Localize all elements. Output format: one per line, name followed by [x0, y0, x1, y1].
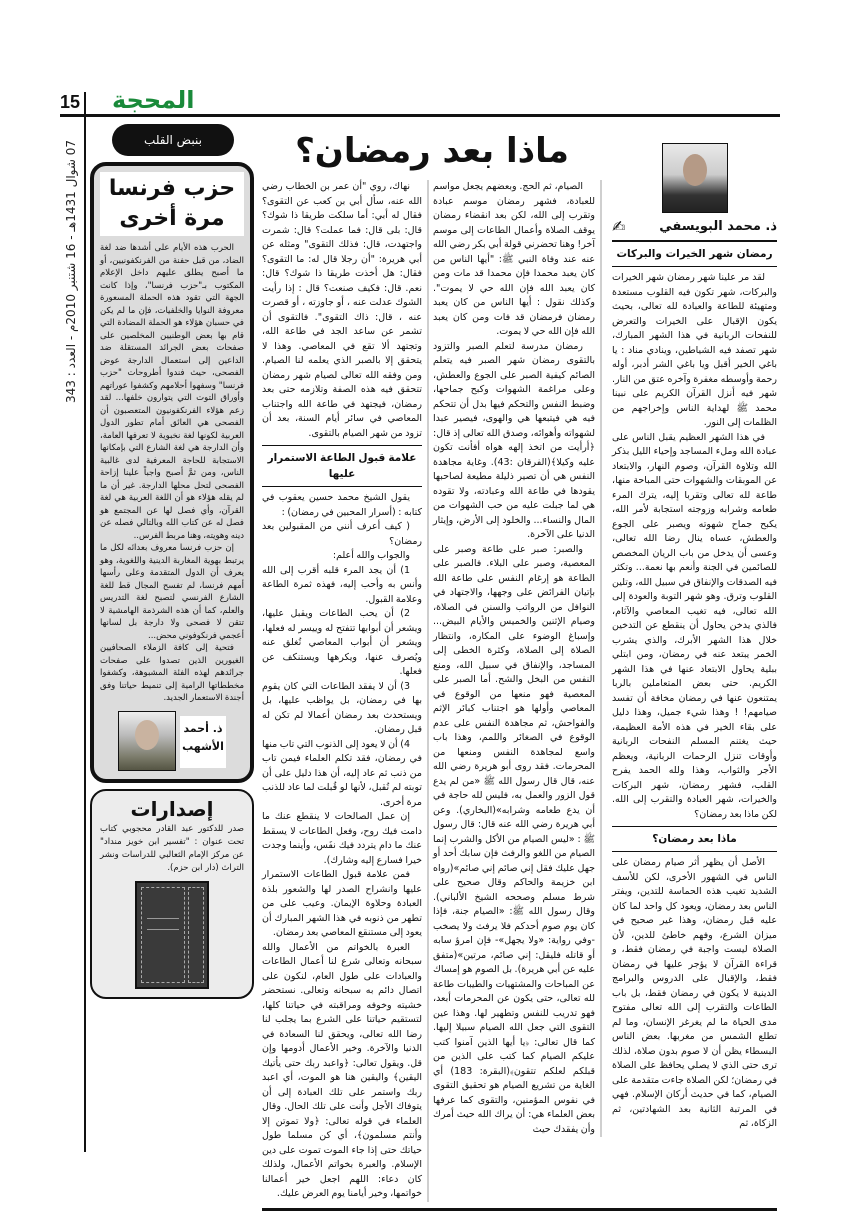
divider [612, 826, 777, 827]
paragraph: يقول الشيخ محمد حسين يعقوب في كتابه : (أسرار المحبين في رمضان) : [262, 492, 422, 518]
paragraph: العبرة بالخواتم من الأعمال والله سبحانه وتعالى شرع لنا أعمال الطاعات والعبادات على طول العام، لنكون على اتصال دائم به سبحانه وتعالى. نستحضر خشيته وخوفه ومراقبته في حياتنا كلها، لتستقيم حياتنا على الشرع بما يجلب لنا رضا الله تعالى، ويحقق لنا السعادة في الدنيا والآخرة. وخير الأعمال أدومها وإن قل. ويقول تعالى: ﴿واعبد ربك حتى يأتيك اليقين﴾ واليقين هنا هو الموت، أي اعبد ربك واستمر على تلك العبادة إلى أن يتوفاك الأجل وأنت على تلك الحال. وقال العلماء في قوله تعالى: ﴿ولا تموتن إلا وأنتم مسلمون﴾، أي كن مسلما طول حياتك حتى إذا جاء الموت تموت على دين الإسلام. والعبرة بخواتم الأعمال، ولذلك كان دعاء: اللهم اجعل خير أعمالنا خواتمها، وخير أيامنا يوم العرض عليك. [262, 941, 422, 1199]
article-column-right-top [612, 271, 777, 822]
article-column-right-bottom [612, 856, 777, 1132]
paragraph: والجواب والله أعلم: [332, 550, 410, 561]
sidebar-author [100, 711, 244, 771]
margin-rule [84, 92, 86, 1152]
paragraph: 1) أن يجد المرء قلبه أقرب إلى الله وأنس به وأحب إليه، فهذه ثمرة الطاعة وعلامة القبول. [262, 564, 422, 605]
sidebar-title-line1: حزب فرنسا [108, 176, 236, 201]
author-photo [662, 143, 728, 213]
paragraph: ( كيف أعرف أنني من المقبولين بعد رمضان؟ [262, 521, 422, 547]
divider [262, 445, 422, 446]
sidebar-title-line2: مرة أخرى [119, 206, 225, 231]
article-left-group [262, 130, 602, 1202]
article-column-right [612, 130, 777, 1132]
publications-box [90, 789, 254, 999]
article-columns [262, 172, 602, 1202]
main-article [262, 130, 777, 1211]
page-number: 15 [60, 92, 81, 112]
divider [612, 851, 777, 852]
book-cover-image [135, 881, 209, 989]
sidebar-author-name [180, 716, 226, 768]
paragraph: رمضان مدرسة لتعلم الصبر والتزود بالتقوى رمضان شهر الصبر فيه يتعلم الصائم كيفية الصبر على الجوع والعطش، وعلى مراغمة الشهوات وكبح جماحها، وضبط النفس والتحكم فيها بدل أن تتحكم فيه هي فيتبعها هي والهوى، فيصير عبدا لشهواته وأهوائه، وصدق الله تعالى إذ قال: ﴿أرأيت من اتخذ إلهه هواه أفأنت تكون عليه وكيلا﴾(الفرقان :43). وغاية مجاهدة النفس هي أن تصير ذليلة مطيعة لصاحبها يقودها في طاعة الله وعبادته، ولا تقوده هي لما جبلت عليه من حب الشهوات من المال والنساء... والخلود إلى الأرض، وإيثار الدنيا على الآخرة. [433, 340, 595, 540]
article-column-middle [433, 180, 602, 1137]
paragraph: الصيام، ثم الحج. وبعضهم يجعل مواسم للعبادة، فشهر رمضان موسم عبادة وتقرب إلى الله، لكن بعد انقضاء رمضان يوقف الصلاة وأعمال الطاعات إلى موسم آخر! وهنا تحضرني قولة أبي بكر رضي الله عنه عند وفاة النبي ﷺ: "أيها الناس من كان يعبد محمدا فإن محمدا قد مات ومن كان يعبد الله فإن الله حي لا يموت". وكذلك نقول : أيها الناس من كان يعبد رمضان فرمضان قد فات ومن كان يعبد الله فإن الله حي لا يموت. [433, 181, 595, 337]
newspaper-logo: المحجة [112, 86, 195, 114]
sidebar-article [90, 162, 254, 783]
sidebar-article-body [100, 242, 244, 705]
paragraph: إن حزب فرنسا معروف بعدائه لكل ما يرتبط بهوية المغاربة الدينية واللغوية، وهو يعرف أن الدول المتقدمة وعلى رأسها أمهم فرنسا، لم تفسح المجال قط للغة الشارع الفرنسي لتصبح لغة التدريس والعلم، كما أن هذه الشرذمة الهامشية لا تتقن لا فصحى ولا دارجة بل لسانها أعجمي فرنكوفوني محض... [100, 543, 244, 641]
paragraph: 4) أن لا يعود إلى الذنوب التي تاب منها في رمضان، فقد تكلم العلماء فيمن تاب من ذنب ثم عاد إليه، أن هذا دليل على أن توبته لم تُقبل، لأنها لو قُبلت لما عاد للذنب مرة أخرى. [262, 738, 422, 808]
paragraph: فتحية إلى كافة الزملاء الصحافيين الغيورين الذين تصدوا على صفحات جرائدهم لهذه الفئة المشبوهة، وكشفوا مخططاتها الرامية إلى تنميط حياتنا وفق أجندة الاستعمار الجديد. [100, 643, 244, 703]
paragraph: إن عمل الصالحات لا ينقطع عنك ما دامت فيك روح، وفعل الطاعات لا يسقط عنك ما دام يتردد فيك نفَس، وأينما وجدت خيرا فسارع إليه وشارك). [262, 811, 422, 866]
sidebar-article-title [100, 172, 244, 236]
subheading: رمضان شهر الخيرات والبركات [616, 248, 773, 260]
section-label: بنبض القلب [112, 124, 234, 156]
paragraph: في هذا الشهر العظيم يقبل الناس على عبادة الله وملء المساجد وإحياء الليل بذكر الله وتلاوة القرآن، وصوم النهار، والابتعاد عن الموبقات والشهوات حتى المباحة منها، طاعة لله تعالى وتقربا إليه، يترك المرء طعامه وشرابه وزوجته استجابة لأمر الله، يكبح جماح شهوته ويصبر على الجوع والعطش، عساه ينال رضا الله تعالى، وعسى أن يدخل من باب الريان المخصص للصائمين في الجنة وأنعم بها نعمة... وتكثر فيه الصدقات والإنفاق في سبيل الله، وتلين القلوب وترق. وهو شهر التوبة والعودة إلى الله تعالى، فيه تغيب المعاصي والآثام، فالذي يدخن يحاول أن ينقطع عن التدخين خلال هذا الشهر الأبرك، والذي يشرب الخمر يبتعد عنه في رمضان، ومن ابتلي ببلية يحاول الابتعاد عنها في هذا الشهر الكريم. حتى بعض المتعاملين بالربا يمتنعون عنها في رمضان مخافة أن تفسد صيامهم! ! وهذا شيء جميل، وهذا دليل على بقاء الخير في هذه الأمة العظيمة، حيث يغتنم المسلم النفحات الربانية وأوقات تنزل الرحمات الربانية، ويعظم الأجر والثواب، وهذا ولله الحمد يفرح القلب، فشهر رمضان، شهر البركات والخيرات، شهر العبادة والتقرب إلى الله. لكن ماذا بعد رمضان؟ [612, 431, 777, 820]
divider [612, 240, 777, 242]
author-name-line2: الأشهب [182, 739, 224, 753]
publications-title: إصدارات [130, 796, 214, 821]
paragraph: لقد مر علينا شهر رمضان شهر الخيرات والبركات، شهر تكون فيه القلوب مستعدة ومتهيئة للطاعة والعبادة لله تعالى، بحيث يكون الإقبال على الخيرات والتعرض للنفحات الربانية في هذا الشهر المبارك، شهر تصفد فيه الشياطين، وينادي مناد : يا باغي الخير أقبل ويا باغي الشر أدبر، أوله رحمة وأوسطه مغفرة وآخره عتق من النار. شهر فيه أنزل القرآن الكريم على نبينا محمد ﷺ لهداية الناس وإخراجهم من الظلمات إلى النور. [612, 272, 777, 428]
paragraph: الأصل أن يظهر أثر صيام رمضان على الناس في الشهور الأخرى، لكن للأسف الشديد تغيب هذه الحماسة للتدين، ويفتر الناس بعد رمضان، ويعود كل واحد لما كان عليه قبل رمضان، وهذا غير صحيح في ميزان الشرع، وفهم خاطئ للدين، لأن الصلاة ليست واجبة في رمضان فقط، و قراءة القرآن لا يؤجر عليها في رمضان فقط، والإقبال على الدروس والبرامج الدينية لا يكون في رمضان فقط، بل باب الطاعات والتقرب إلى الله تعالى مفتوح مدى الحياة ما لم يغرغر الإنسان، وما لم تطلع الشمس من مغربها. بعض الناس البسطاء يظن أن لا صوم بدون صلاة، لذلك ترى حتى الذي لا يصلي يحافظ على الصلاة في رمضان؛ لكن الصلاة جاءت متقدمة على الصيام، كما في حديث أركان الإسلام. فهي في المرتبة الثانية بعد الشهادتين، ثم الزكاة، ثم [611, 857, 777, 1129]
sidebar-author-photo [118, 711, 176, 771]
divider [262, 486, 422, 487]
subheading: علامة قبول الطاعة الاستمرار عليها [267, 452, 417, 480]
article-author: ذ. محمد البويسفي [659, 219, 777, 234]
article-column-left [262, 180, 429, 1202]
paragraph: نهاك، روي "أن عمر بن الخطاب رضي الله عنه، سأل أبي بن كعب عن التقوى؟ فقال له أبي: أما سلكت طريقا ذا شوك؟ قال: بلى قال: فما عملت؟ قال: شمرت واجتهدت، قال: فذلك التقوى" ومثله عن أبي هريرة: "أن رجلا قال له: ما التقوى؟ فقال: هل أخذت طريقا ذا شوك؟ قال: نعم. قال: فكيف صنعت؟ قال : إذا رأيت الشوك عدلت عنه ، أو جاوزته ، أو قصرت عنه ، قال: ذاك التقوى". فالتقوى أن تشمر عن ساعد الجد في طاعة الله، وتجتهد ألا تقع في المعاصي. وهذا لا يتحقق إلا بالصبر الذي يعلمه لنا الصيام. ومن وفقه الله تعالى لصيام شهر رمضان تتحقق فيه هذه الصفة وتلازمه حتى بعد رمضان، فيجتهد في طاعة الله واجتناب المعاصي في سائر أيام السنة، بعد أن تزود من شهر الصيام بالتقوى. [262, 181, 422, 439]
issue-date-line: 07 شوال 1431هـ - 16 شتنبر 2010م - العدد : 343 [64, 140, 78, 403]
article-title: ماذا بعد رمضان؟ [295, 131, 569, 171]
paragraph: الحرب هذه الأيام على أشدها ضد لغة الضاد، من قبل حفنة من الفرنكفونيين، أو ما أصبح يطلق عليهم داخل الإعلام المكتوب بـ"حزب فرنسا"، وإذا كانت الجهة التي تقود هذه الحملة المسعورة معروفة النوايا والخلفيات، فإن ما لم يكن في حسبان هؤلاء هو الحملة المضادة التي قام بها بعض الوطنيين المخلصين على صفحات بعض الجرائد المستقلة ضد الداعين إلى استعمال الدارجة عوض الفصحى، حيث فندوا أطروحات "حزب فرنسا" وسفهوا أحلامهم وكشفوا عوراتهم وأوراق التوت التي يتوارون خلفها... لقد زعم هؤلاء الفرنكفونيون المتعصبون أن الفصحى هي العائق أمام تطور الدول العربية لكونها لغة نخبوية لا تعرفها العامة، وأن الدارجة هي لغة الشارع التي بإمكانها الاستجابة للحاجة المعرفية لدى غالبية الناس، ومن ثمَّ أصبح واجباً علينا إزاحة الفصحى لتحل محلها الدارجة. غير أن ما لم يقله هؤلاء هو أن اللغة العربية هي لغة القرآن، وأي فصل لها عن المجتمع هو فصل له عن كتاب الله وبالتالي فصله عن دينه وهويته، وهنا مربط الفرس.. [100, 243, 244, 541]
author-row [612, 217, 777, 236]
divider [612, 266, 777, 267]
publications-text: صدر للدكتور عبد القادر محجوبي كتاب تحت عنوان : "تفسير ابن خويز منداد" عن مركز الإمام الثعالبي للدراسات ونشر التراث (دار ابن حزم). [100, 823, 244, 873]
paragraph: فمن علامة قبول الطاعات الاستمرار عليها وانشراح الصدر لها والشعور بلذة العبادة وحلاوة الإيمان. وعيب على من تطهر من ذنوبه في هذا الشهر المبارك أن يعود إلى مستنقع المعاصي بعد رمضان. [262, 869, 422, 938]
subheading: ماذا بعد رمضان؟ [652, 833, 737, 845]
paragraph: والصبر: صبر على طاعة وصبر على المعصية، وصبر على البلاء. فالصبر على الطاعة هو إرغام النفس على طاعة الله بإتيان الفرائض على وجهها، والاجتهاد في النوافل من الرواتب والسنن في الصلاة، وصيام الإثنين والخميس والأيام البيض... وإسباغ الوضوء على المكاره، وانتظار الصلاة إلى الصلاة، وكثرة الخطى إلى المساجد، والإنفاق في سبيل الله، ومنع النفس من البخل والشح. أما الصبر على المعصية فهو منعها من الوقوع في المعاصي وأولها هو اجتناب كبائر الإثم والفواحش، ثم مجاهدة النفس على عدم الوقوع في الصغائر واللمم، وهذا باب واسع لمجاهدة النفس ومنعها من المحرمات. فقد روى أبو هريرة رضي الله عنه، قال قال رسول الله ﷺ «من لم يدع قول الزور والعمل به، فليس لله حاجة في أن يدع طعامه وشرابه»(البخاري). وعن أبي هريرة رضي الله عنه قال: قال رسول ﷺ : «ليس الصيام من الأكل والشرب إنما الصيام من اللغو والرفث فإن سابك أحد أو جهل عليك فقل إني صائم إني صائم»(رواه ابن خزيمة والحاكم وقال صحيح على شرط مسلم وصححه الشيخ الألباني). وقال رسول الله ﷺ: «الصيام جنة، فإذا كان يوم صوم أحدكم فلا يرفث ولا يصخب -وفي رواية: «ولا يجهل»- فإن امرؤ سابه أو قاتله فليقل: إني صائم، مرتين»(متفق عليه عن أبي هريرة). بل الصوم هو إمساك عن المباحات والمشتهيات والطيبات طاعة لله تعالى، حتى يكون عن المحرمات أبعد، فهو تدريب للنفس وتطهير لها. وهذا عين التقوى التي جعل الله الصيام سبيلا إليها. كما قال تعالى: ﴿يا أيها الذين آمنوا كتب عليكم الصيام كما كتب على الذين من قبلكم لعلكم تتقون﴾(البقرة: 183) أي الغاية من تشريع الصيام هو تحقيق التقوى في نفوس المؤمنين، والتقوى كما عرفها بعض العلماء هي: أن يراك الله حيث أمرك وأن يفقدك حيث [433, 543, 596, 1135]
paragraph: 2) أن يحب الطاعات ويقبل عليها، ويشعر أن أبوابها تتفتح له وييسر له فعلها، ويشعر أن أبواب المعاصي تُغلق عنه ويُصرف عنها، ويكرهها ويستنكف عن فعلها. [262, 608, 422, 677]
sidebar-stack [90, 162, 254, 999]
paragraph: 3) أن لا يفقد الطاعات التي كان يقوم بها في رمضان، بل يواظب عليها، بل ويستحدث بعد رمضان أعمالا لم تكن له قبل رمضان. [262, 680, 422, 735]
author-name-line1: ذ. أحمد [183, 721, 223, 735]
header-rule [60, 114, 780, 117]
pen-icon: ✍ [612, 217, 626, 236]
